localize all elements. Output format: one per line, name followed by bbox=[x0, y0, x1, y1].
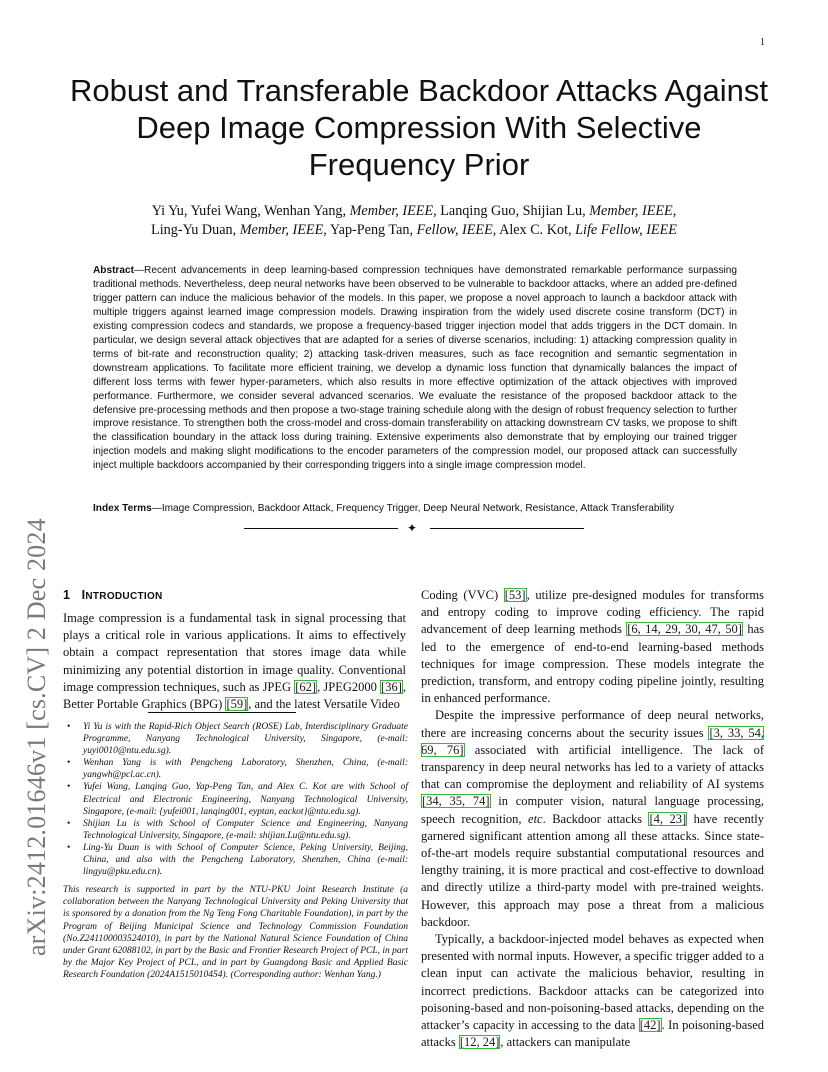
text: , JPEG2000 bbox=[317, 679, 381, 694]
text: Despite the impressive performance of deep neural networks, there are increasing concerns about the security issues bbox=[421, 708, 764, 740]
section-number: 1 bbox=[63, 588, 71, 602]
text: . In poisoning-based attacks bbox=[421, 1018, 764, 1050]
author-names: , Alex C. Kot, bbox=[492, 222, 576, 238]
abstract bbox=[93, 264, 737, 473]
left-column-body bbox=[63, 610, 406, 713]
footnote-item: • Shijian Lu is with School of Computer Science and Engineering, Nanyang Technological University, Singapore, (e-mail: shijian.Lu@ntu.edu.sg). bbox=[63, 818, 408, 842]
author-list bbox=[70, 202, 758, 240]
author-membership: Life Fellow, IEEE bbox=[575, 222, 677, 238]
citation-link[interactable]: [34, 35, 74] bbox=[422, 794, 490, 809]
paragraph bbox=[421, 587, 764, 707]
arxiv-identifier-stamp: arXiv:2412.01646v1 [cs.CV] 2 Dec 2024 bbox=[22, 518, 51, 956]
text: in computer vision, natural language processing, speech recognition, bbox=[421, 794, 765, 826]
author-membership: Fellow, IEEE bbox=[416, 222, 493, 238]
citation-link[interactable]: [36] bbox=[381, 679, 402, 694]
author-names: Yi Yu, Yufei Wang, Wenhan Yang, bbox=[151, 203, 350, 219]
citation-link[interactable]: [6, 14, 29, 30, 47, 50] bbox=[627, 622, 742, 637]
author-names: , bbox=[672, 203, 677, 219]
separator-rule-right bbox=[430, 528, 584, 529]
paper-title: Robust and Transferable Backdoor Attacks Against Deep Image Compression With Selective Frequency Prior bbox=[70, 73, 768, 182]
citation-link[interactable]: [3, 33, 54, 69, 76] bbox=[421, 725, 764, 757]
index-terms-label: Index Terms bbox=[93, 503, 152, 514]
text: , and the latest Versatile Video bbox=[248, 697, 400, 712]
text: , attackers can manipulate bbox=[500, 1035, 631, 1050]
text: has led to the emergence of end-to-end learning-based methods techniques for image compression. These models integrate the prediction, transform, and entropy coding pipeline jointly, resulting in enhanced performance. bbox=[421, 622, 764, 706]
separator-diamond-icon: ✦ bbox=[407, 521, 418, 535]
funding-note: This research is supported in part by the NTU-PKU Joint Research Institute (a collaboration between the Nanyang Technological University and Peking University that is sponsored by a donation from the Ng Teng Fong Charitable Foundation), in part by the Program of Beijing Municipal Science and Technology Commission Foundation (No.Z241100003524010), in part by the National Natural Science Foundation of China under Grant 62088102, in part by the Basic and Frontier Research Project of PCL, in part by the Major Key Project of PCL, and in part by Guangdong Basic and Applied Basic Research Foundation (2024A1515010454). (Corresponding author: Wenhan Yang.) bbox=[63, 885, 408, 980]
separator-rule-left bbox=[244, 528, 398, 529]
citation-link[interactable]: [53] bbox=[504, 588, 526, 602]
index-terms bbox=[93, 502, 737, 515]
text: etc bbox=[528, 811, 543, 826]
text: Image compression is a fundamental task in signal processing that plays a critical role in various applications. It aims to effectively obtain a compact representation that stores image data while minimizing any potential distortion in image quality. Conventional image compression techniques, such as JPEG bbox=[63, 611, 406, 694]
section-heading bbox=[63, 588, 163, 602]
citation-link[interactable]: [59] bbox=[226, 697, 248, 712]
footnote-item: • Yi Yu is with the Rapid-Rich Object Search (ROSE) Lab, Interdisciplinary Graduate Programme, Nanyang Technological University, Singapore, (e-mail: yuyi0010@ntu.edu.sg). bbox=[63, 721, 408, 757]
author-names: Ling-Yu Duan, bbox=[151, 222, 240, 238]
text: associated with artificial intelligence. The lack of transparency in deep neural networks has led to a variety of attacks that can compromise the deployment and reliability of AI systems bbox=[421, 742, 764, 792]
footnote-rule bbox=[148, 712, 296, 713]
page-number: 1 bbox=[760, 37, 765, 48]
paragraph bbox=[63, 610, 406, 713]
text: , Better Portable Graphics (BPG) bbox=[63, 679, 406, 712]
index-terms-text: —Image Compression, Backdoor Attack, Frequency Trigger, Deep Neural Network, Resistance, Attack Transferability bbox=[151, 503, 675, 514]
footnote-item: • Ling-Yu Duan is with School of Computer Science, Peking University, Beijing, China, and also with the Pengcheng Laboratory, Shenzhen, China (e-mail: lingyu@pku.edu.cn). bbox=[63, 842, 408, 878]
section-title-rest: NTRODUCTION bbox=[85, 591, 163, 602]
abstract-text: —Recent advancements in deep learning-based compression techniques have demonstrated remarkable performance surpassing traditional methods. Nevertheless, deep neural networks have been observed to be vulnerable to backdoor attacks, where an added pre-defined trigger pattern can induce the malicious behavior of the models. In this paper, we propose a novel approach to launch a backdoor attack with multiple triggers against learned image compression models. Drawing inspiration from the widely used discrete cosine transform (DCT) in existing compression codecs and standards, we propose a frequency-based trigger injection model that adds triggers in the DCT domain. In particular, we design several attack objectives that are adapted for a series of diverse scenarios, including: 1) attacking compression quality in terms of bit-rate and reconstruction quality; 2) attacking task-driven measures, such as face recognition and semantic segmentation in downstream applications. To facilitate more efficient training, we develop a dynamic loss function that dynamically balances the impact of different loss terms with fewer hyper-parameters, which also results in more effective optimization of the attack objectives with improved performance. Furthermore, we consider several advanced scenarios. We evaluate the resistance of the proposed backdoor attack to the defensive pre-processing methods and then propose a two-stage training schedule along with the design of robust frequency selection to further improve resistance. To strengthen both the cross-model and cross-domain transferability on attacking downstream CV tasks, we propose to shift the classification boundary in the attack loss during training. Extensive experiments also demonstrate that by employing our trained trigger injection models and making slight modifications to the encoder parameters of the compression model, our proposed attack can successfully inject multiple backdoors accompanied by their corresponding triggers into a single image compression model. bbox=[93, 265, 737, 472]
text: Coding (VVC) bbox=[421, 588, 504, 602]
affiliation-footnotes bbox=[63, 721, 408, 981]
author-membership: Member, IEEE bbox=[239, 222, 324, 238]
paragraph bbox=[421, 931, 764, 1051]
author-membership: Member, IEEE bbox=[349, 203, 434, 219]
citation-link[interactable]: [62] bbox=[295, 679, 317, 694]
section-title-initial: I bbox=[81, 588, 86, 602]
paragraph bbox=[421, 707, 764, 931]
author-names: , Yap-Peng Tan, bbox=[323, 222, 417, 238]
author-names: , Lanqing Guo, Shijian Lu, bbox=[433, 203, 590, 219]
author-membership: Member, IEEE bbox=[589, 203, 673, 219]
citation-link[interactable]: [4, 23] bbox=[649, 811, 687, 826]
footnote-item: • Yufei Wang, Lanqing Guo, Yap-Peng Tan, and Alex C. Kot are with School of Electrical and Electronic Engineering, Nanyang Technological University, Singapore, (e-mail: {yufei001, lanqing001, eyptan, eackot}@ntu.edu.sg). bbox=[63, 781, 408, 817]
text: have recently garnered significant attention among all these attacks. Since state-of-the-art models require substantial computational resources and lengthy training, it is more practical and cost-effective to download and directly utilize a third-party model with pre-trained weights. However, this approach may pose a threat from a malicious backdoor. bbox=[421, 811, 764, 929]
right-column-body bbox=[421, 587, 764, 1051]
text: , utilize pre-designed modules for transforms and entropy coding to improve coding efficiency. The rapid advancement of deep learning methods bbox=[421, 588, 764, 637]
abstract-label: Abstract bbox=[93, 265, 134, 276]
footnote-item: • Wenhan Yang is with Pengcheng Laboratory, Shenzhen, China, (e-mail: yangwh@pcl.ac.cn). bbox=[63, 757, 408, 781]
text: Typically, a backdoor-injected model behaves as expected when presented with normal inputs. However, a specific trigger added to a clean input can activate the malicious behavior, resulting in incorrect predictions. Backdoor attacks can be categorized into poisoning-based and non-poisoning-based attacks, depending on the attacker’s capacity in accessing to the data bbox=[421, 932, 764, 1033]
citation-link[interactable]: [42] bbox=[639, 1018, 661, 1033]
text: . Backdoor attacks bbox=[542, 811, 649, 826]
citation-link[interactable]: [12, 24] bbox=[459, 1035, 500, 1050]
